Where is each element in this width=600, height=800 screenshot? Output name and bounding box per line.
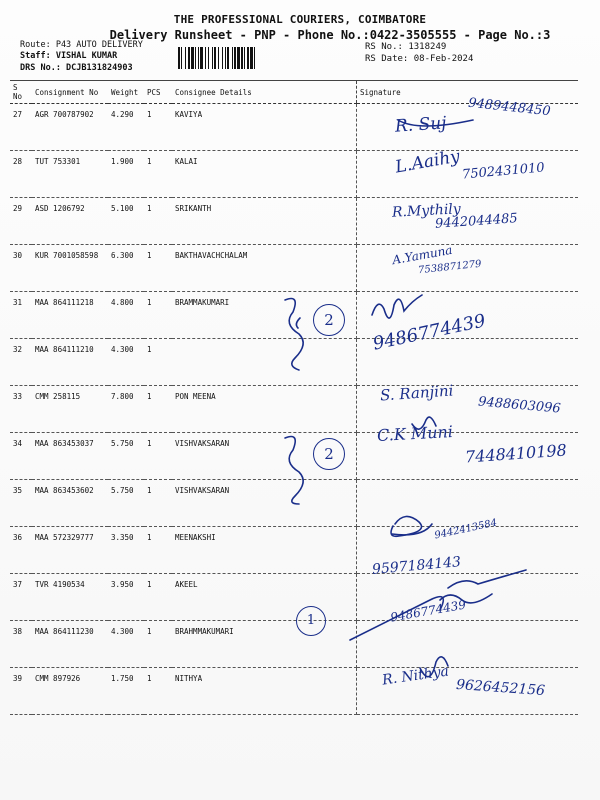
row-consignment-number: TUT 753301 xyxy=(32,151,108,198)
row-pieces: 1 xyxy=(144,386,172,433)
col-consignee: Consignee Details xyxy=(172,81,357,104)
row-consignment-number: MAA 572329777 xyxy=(32,527,108,574)
handwritten-phone: 9442413584 xyxy=(433,517,499,542)
row-sno: 35 xyxy=(10,480,32,527)
row-weight: 4.290 xyxy=(108,104,144,151)
row-pieces: 1 xyxy=(144,245,172,292)
row-consignee-name: SRIKANTH xyxy=(172,198,357,245)
row-sno: 28 xyxy=(10,151,32,198)
circled-mark: 2 xyxy=(313,304,345,336)
row-sno: 33 xyxy=(10,386,32,433)
row-consignee-name: NITHYA xyxy=(172,668,357,715)
row-pieces: 1 xyxy=(144,292,172,339)
row-weight: 4.800 xyxy=(108,292,144,339)
handwritten-phone: 9489448450 xyxy=(467,95,552,120)
row-pieces: 1 xyxy=(144,574,172,621)
row-pieces: 1 xyxy=(144,527,172,574)
row-consignee-name: MEENAKSHI xyxy=(172,527,357,574)
col-pcs: PCS xyxy=(144,81,172,104)
row-weight: 1.750 xyxy=(108,668,144,715)
handwritten-signature: R. Nithya xyxy=(381,663,450,689)
row-pieces: 1 xyxy=(144,621,172,668)
row-consignment-number: CMM 897926 xyxy=(32,668,108,715)
rs-number: RS No.: 1318249 xyxy=(365,42,447,52)
rs-date: RS Date: 08-Feb-2024 xyxy=(365,54,474,64)
row-weight: 5.750 xyxy=(108,480,144,527)
row-consignment-number: MAA 864111230 xyxy=(32,621,108,668)
handwritten-phone: 7538871279 xyxy=(417,258,483,277)
row-pieces: 1 xyxy=(144,668,172,715)
handwritten-signature: R. Suj xyxy=(394,113,448,137)
row-consignment-number: MAA 864111218 xyxy=(32,292,108,339)
row-consignment-number: ASD 1206792 xyxy=(32,198,108,245)
company-title: THE PROFESSIONAL COURIERS, COIMBATORE xyxy=(173,13,427,26)
row-consignee-name: KALAI xyxy=(172,151,357,198)
row-pieces: 1 xyxy=(144,480,172,527)
row-consignment-number: MAA 864111210 xyxy=(32,339,108,386)
row-sno: 34 xyxy=(10,433,32,480)
handwritten-signature: S. Ranjini xyxy=(379,381,454,405)
col-sno: S No xyxy=(10,81,32,104)
row-weight: 7.800 xyxy=(108,386,144,433)
row-weight: 6.300 xyxy=(108,245,144,292)
row-weight: 4.300 xyxy=(108,339,144,386)
row-consignee-name: BRAMMAKUMARI xyxy=(172,292,357,339)
row-consignee-name: PON MEENA xyxy=(172,386,357,433)
row-sno: 37 xyxy=(10,574,32,621)
runsheet-subtitle: Delivery Runsheet - PNP - Phone No.:0422-3505555 - Page No.:3 xyxy=(109,28,551,42)
row-consignment-number: CMM 258115 xyxy=(32,386,108,433)
row-pieces: 1 xyxy=(144,104,172,151)
col-consignment: Consignment No xyxy=(32,81,108,104)
row-consignment-number: MAA 863453602 xyxy=(32,480,108,527)
handwritten-phone: 7502431010 xyxy=(461,160,546,183)
handwritten-phone: 7448410198 xyxy=(464,440,568,467)
row-sno: 39 xyxy=(10,668,32,715)
staff-label: Staff: VISHAL KUMAR xyxy=(20,51,118,61)
row-consignee-name: VISHVAKSARAN xyxy=(172,433,357,480)
row-weight: 1.900 xyxy=(108,151,144,198)
drs-number: DRS No.: DCJB131824903 xyxy=(20,63,133,73)
row-consignment-number: AGR 700787902 xyxy=(32,104,108,151)
handwritten-signature: A.Yamuna xyxy=(391,242,454,268)
handwritten-signature: C.K Muni xyxy=(376,422,454,445)
row-pieces: 1 xyxy=(144,198,172,245)
row-weight: 4.300 xyxy=(108,621,144,668)
row-consignment-number: KUR 7001058598 xyxy=(32,245,108,292)
col-weight: Weight xyxy=(108,81,144,104)
row-weight: 5.100 xyxy=(108,198,144,245)
handwritten-phone: 9597184143 xyxy=(371,554,462,578)
row-consignee-name: VISHVAKSARAN xyxy=(172,480,357,527)
row-sno: 38 xyxy=(10,621,32,668)
row-pieces: 1 xyxy=(144,339,172,386)
handwritten-phone: 9442044485 xyxy=(434,211,519,232)
row-sno: 27 xyxy=(10,104,32,151)
handwritten-signature: R.Mythily xyxy=(391,201,462,221)
row-sno: 31 xyxy=(10,292,32,339)
route-label: Route: P43 AUTO DELIVERY xyxy=(20,40,143,50)
row-weight: 3.950 xyxy=(108,574,144,621)
row-consignee-name: BRAHMMAKUMARI xyxy=(172,621,357,668)
row-consignee-name: BAKTHAVACHCHALAM xyxy=(172,245,357,292)
handwritten-phone: 9626452156 xyxy=(455,676,546,700)
row-sno: 30 xyxy=(10,245,32,292)
col-signature: Signature xyxy=(357,81,579,104)
handwritten-signature: L.Aaihy xyxy=(393,146,462,178)
row-sno: 36 xyxy=(10,527,32,574)
row-weight: 3.350 xyxy=(108,527,144,574)
row-pieces: 1 xyxy=(144,151,172,198)
row-consignee-name: KAVIYA xyxy=(172,104,357,151)
row-consignment-number: MAA 863453037 xyxy=(32,433,108,480)
row-sno: 29 xyxy=(10,198,32,245)
row-consignee-name: AKEEL xyxy=(172,574,357,621)
row-sno: 32 xyxy=(10,339,32,386)
circled-mark: 2 xyxy=(313,438,345,470)
handwritten-phone: 9488603096 xyxy=(477,394,562,417)
handwritten-phone: 9486774439 xyxy=(371,310,488,355)
row-consignment-number: TVR 4190534 xyxy=(32,574,108,621)
circled-mark: 1 xyxy=(296,606,326,636)
handwritten-phone: 9486774439 xyxy=(389,597,467,625)
row-weight: 5.750 xyxy=(108,433,144,480)
row-pieces: 1 xyxy=(144,433,172,480)
